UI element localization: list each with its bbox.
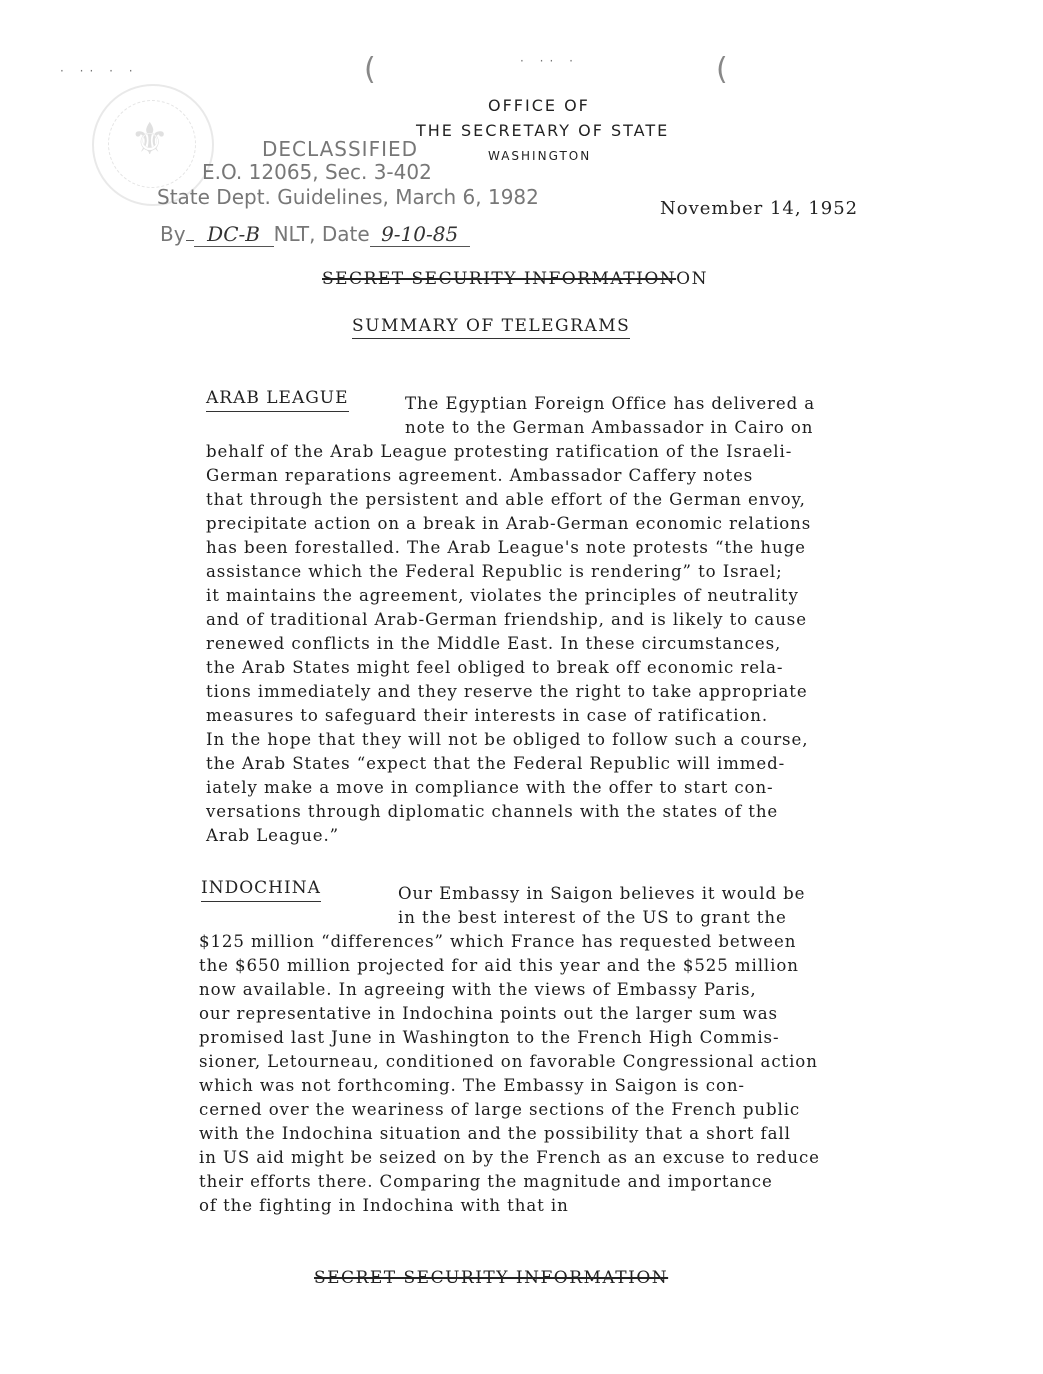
paragraph-line: The Egyptian Foreign Office has delivered a <box>405 394 816 413</box>
scan-speckle: · ·· · · <box>60 64 139 78</box>
paragraph-line: which was not forthcoming. The Embassy in Saigon is con- <box>199 1076 745 1095</box>
paragraph-line: Arab League.” <box>206 826 340 845</box>
paragraph-line: Our Embassy in Saigon believes it would be <box>398 884 806 903</box>
paragraph-line: versations through diplomatic channels with the states of the <box>206 802 779 821</box>
paragraph-line: the $650 million projected for aid this year and the $525 million <box>199 956 799 975</box>
declassified-stamp-line1: DECLASSIFIED <box>262 137 419 161</box>
paragraph-line: with the Indochina situation and the possibility that a short fall <box>199 1124 791 1143</box>
paragraph-line: assistance which the Federal Republic is rendering” to Israel; <box>206 562 783 581</box>
document-date: November 14, 1952 <box>660 198 859 219</box>
paragraph-line: sioner, Letourneau, conditioned on favorable Congressional action <box>199 1052 818 1071</box>
paragraph-line: that through the persistent and able effort of the German envoy, <box>206 490 806 509</box>
by-label: By <box>160 222 186 246</box>
paragraph-line: tions immediately and they reserve the right to take appropriate <box>206 682 808 701</box>
classification-footer <box>314 1268 668 1288</box>
scan-speckle: · ·· · <box>520 54 579 68</box>
document-title: SUMMARY OF TELEGRAMS <box>352 316 630 339</box>
paragraph-line: in the best interest of the US to grant the <box>398 908 787 927</box>
punch-mark-right: ( <box>716 52 728 87</box>
declassified-stamp-line2: E.O. 12065, Sec. 3-402 <box>202 160 432 184</box>
paragraph-line: In the hope that they will not be obliged to follow such a course, <box>206 730 809 749</box>
classification-header <box>322 269 708 289</box>
paragraph-line: of the fighting in Indochina with that in <box>199 1196 569 1215</box>
punch-mark-left: ( <box>364 52 376 87</box>
declassified-stamp-line3: State Dept. Guidelines, March 6, 1982 <box>157 185 539 209</box>
blank-line <box>186 240 194 241</box>
office-heading-line1: OFFICE OF <box>488 96 590 115</box>
paragraph-line: precipitate action on a break in Arab-German economic relations <box>206 514 812 533</box>
section-heading-arab-league: ARAB LEAGUE <box>206 388 349 412</box>
handwritten-date: 9-10-85 <box>370 222 470 247</box>
paragraph-line: in US aid might be seized on by the French as an excuse to reduce <box>199 1148 820 1167</box>
paragraph-line: the Arab States “expect that the Federal Republic will immed- <box>206 754 786 773</box>
declassified-stamp-signature-line <box>160 222 470 247</box>
eagle-icon: ⚜ <box>130 114 170 165</box>
paragraph-line: and of traditional Arab-German friendship, and is likely to cause <box>206 610 807 629</box>
paragraph-line: it maintains the agreement, violates the principles of neutrality <box>206 586 799 605</box>
paragraph-line: note to the German Ambassador in Cairo on <box>405 418 814 437</box>
paragraph-line: promised last June in Washington to the French High Commis- <box>199 1028 780 1047</box>
paragraph-line: cerned over the weariness of large sections of the French public <box>199 1100 801 1119</box>
paragraph-line: renewed conflicts in the Middle East. In these circumstances, <box>206 634 782 653</box>
office-heading-line2: THE SECRETARY OF STATE <box>416 121 670 140</box>
struck-classification-top: SECRET SECURITY INFORMATION <box>322 269 677 289</box>
paragraph-line: iately make a move in compliance with the offer to start con- <box>206 778 774 797</box>
paragraph-line: now available. In agreeing with the views of Embassy Paris, <box>199 980 757 999</box>
struck-classification-bottom: SECRET SECURITY INFORMATION <box>314 1268 669 1288</box>
paragraph-line: has been forestalled. The Arab League's note protests “the huge <box>206 538 806 557</box>
classification-suffix: ON <box>676 269 708 289</box>
office-heading-line3: WASHINGTON <box>488 149 592 163</box>
paragraph-line: their efforts there. Comparing the magnitude and importance <box>199 1172 773 1191</box>
nlt-date-label: NLT, Date <box>273 222 370 246</box>
paragraph-line: the Arab States might feel obliged to break off economic rela- <box>206 658 784 677</box>
paragraph-line: $125 million “differences” which France has requested between <box>199 932 797 951</box>
paragraph-line: German reparations agreement. Ambassador Caffery notes <box>206 466 754 485</box>
section-heading-indochina: INDOCHINA <box>201 878 321 902</box>
paragraph-line: behalf of the Arab League protesting ratification of the Israeli- <box>206 442 793 461</box>
handwritten-initials: DC-B <box>194 222 274 247</box>
paragraph-line: our representative in Indochina points out the larger sum was <box>199 1004 778 1023</box>
paragraph-line: measures to safeguard their interests in case of ratification. <box>206 706 769 725</box>
